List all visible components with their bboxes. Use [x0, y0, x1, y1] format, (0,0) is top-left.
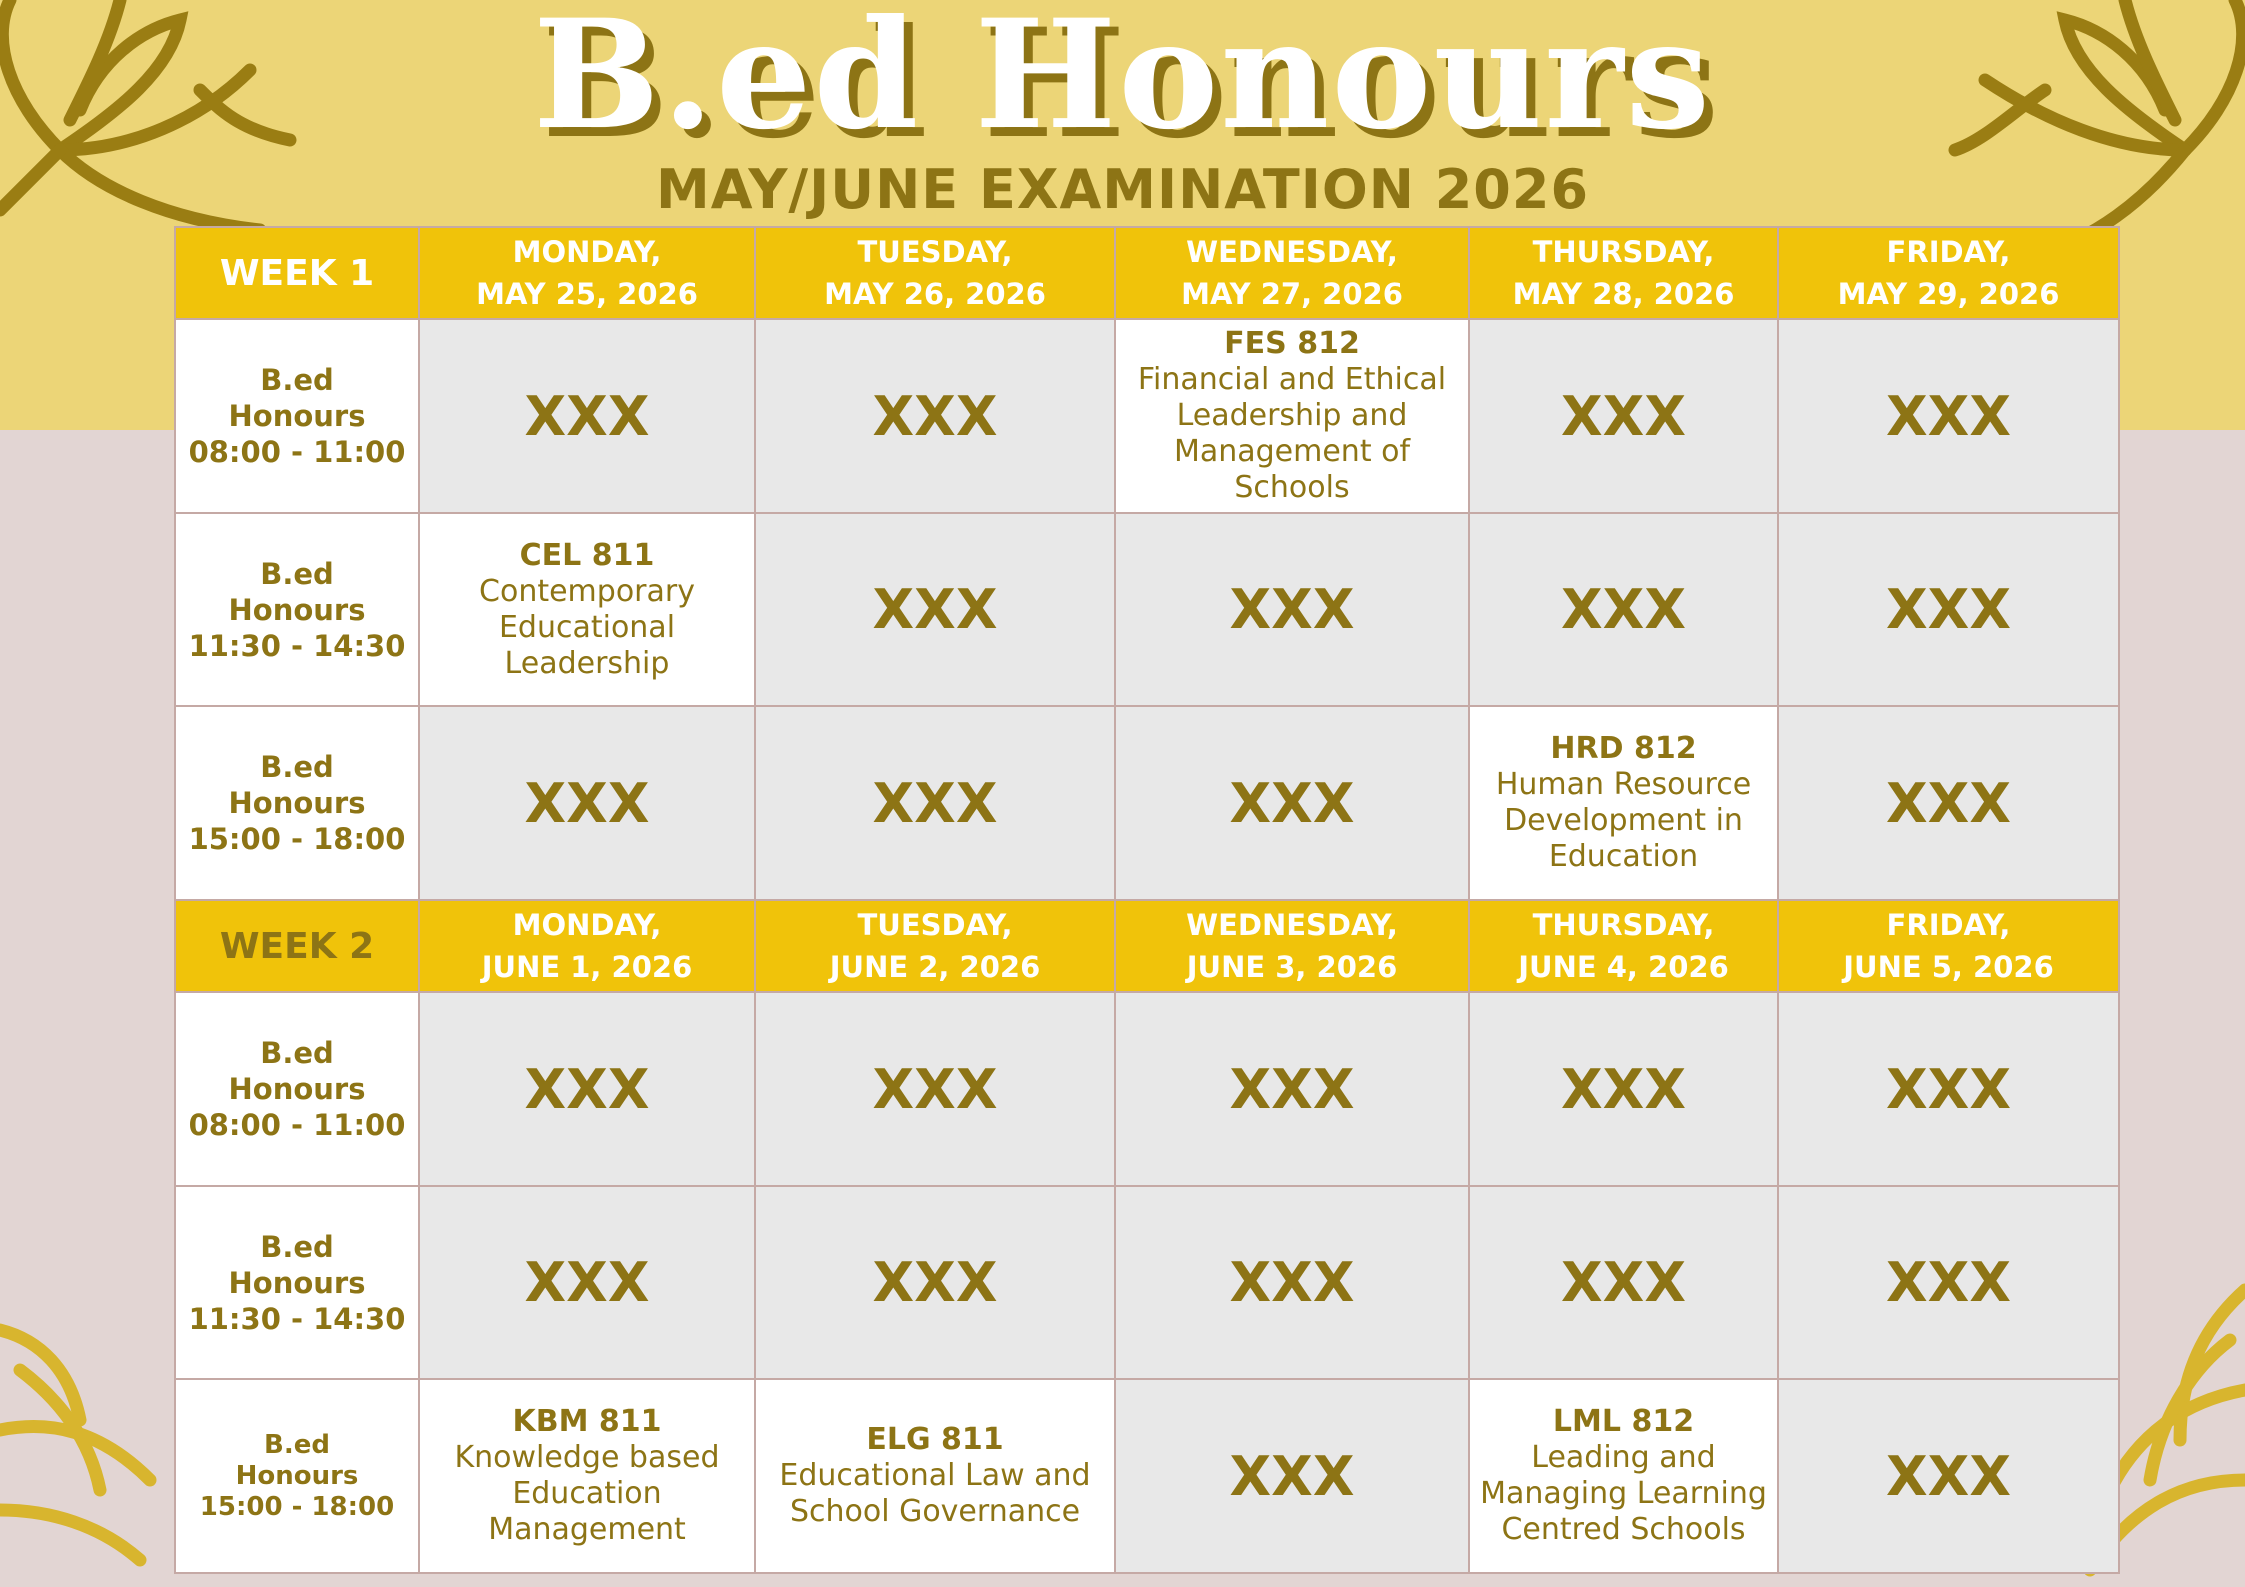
empty-slot-cell: XXX: [1469, 513, 1778, 707]
empty-slot-cell: XXX: [755, 1186, 1115, 1380]
time-slot-label-line: B.ed: [260, 363, 334, 398]
time-slot-label-line: Honours: [228, 399, 366, 434]
time-slot-row: [175, 992, 2119, 1186]
day-date: JUNE 1, 2026: [481, 950, 693, 985]
time-slot-label-line: 15:00 - 18:00: [188, 822, 406, 857]
empty-slot-cell: XXX: [1778, 992, 2119, 1186]
exam-code: CEL 811: [519, 537, 655, 573]
exam-title-line: Leadership: [504, 645, 670, 681]
empty-slot-cell: XXX: [419, 706, 755, 900]
exam-cell: [419, 513, 755, 707]
empty-slot-cell: XXX: [1115, 992, 1469, 1186]
exam-title-line: Financial and Ethical: [1137, 362, 1447, 398]
day-header: [419, 227, 755, 319]
exam-title-line: Managing Learning: [1480, 1476, 1767, 1512]
day-date: MAY 28, 2026: [1512, 277, 1735, 312]
empty-slot-cell: XXX: [1778, 513, 2119, 707]
day-header: [419, 900, 755, 992]
day-date: MAY 25, 2026: [476, 277, 698, 312]
time-slot-label-line: B.ed: [260, 1229, 334, 1264]
exam-title-line: Leading and: [1531, 1440, 1716, 1476]
empty-slot-cell: XXX: [1469, 992, 1778, 1186]
exam-code: ELG 811: [866, 1422, 1004, 1458]
week-header-row: [175, 900, 2119, 992]
exam-title-line: Human Resource: [1495, 767, 1752, 803]
time-slot-label-line: Honours: [228, 592, 366, 627]
empty-slot-cell: XXX: [1469, 319, 1778, 513]
empty-slot-cell: XXX: [1778, 1186, 2119, 1380]
time-slot-label: [175, 1186, 419, 1380]
day-name: FRIDAY,: [1886, 235, 2011, 270]
time-slot-label: [175, 513, 419, 707]
time-slot-label-line: B.ed: [260, 750, 334, 785]
day-date: JUNE 4, 2026: [1518, 950, 1729, 985]
exam-title-line: Management of: [1173, 434, 1411, 470]
empty-slot-cell: XXX: [1115, 1186, 1469, 1380]
time-slot-label-line: Honours: [228, 786, 366, 821]
empty-slot-cell: XXX: [1778, 319, 2119, 513]
day-name: WEDNESDAY,: [1186, 235, 1398, 270]
empty-slot-cell: XXX: [1469, 1186, 1778, 1380]
week-header-row: [175, 227, 2119, 319]
empty-slot-cell: XXX: [755, 992, 1115, 1186]
page-subtitle: MAY/JUNE EXAMINATION 2026: [655, 158, 1590, 221]
day-header: [755, 227, 1115, 319]
exam-code: KBM 811: [512, 1404, 662, 1440]
day-name: MONDAY,: [512, 908, 662, 943]
exam-code: LML 812: [1552, 1404, 1695, 1440]
time-slot-row: [175, 706, 2119, 900]
empty-slot-cell: XXX: [419, 1186, 755, 1380]
time-slot-label-line: Honours: [228, 1265, 366, 1300]
exam-timetable: [174, 226, 2120, 1574]
page-title: B.ed Honours: [533, 0, 1712, 163]
exam-title-line: Educational Law and: [779, 1458, 1091, 1494]
day-header: [1778, 900, 2119, 992]
day-name: MONDAY,: [512, 235, 662, 270]
day-header: [1469, 900, 1778, 992]
empty-slot-cell: XXX: [1115, 513, 1469, 707]
time-slot-label-line: B.ed: [264, 1429, 330, 1460]
time-slot-label-line: B.ed: [260, 556, 334, 591]
exam-code: HRD 812: [1550, 731, 1697, 767]
week-label: WEEK 2: [175, 900, 419, 992]
time-slot-label: [175, 992, 419, 1186]
time-slot-label: [175, 1379, 419, 1573]
day-header: [1778, 227, 2119, 319]
exam-title-line: Schools: [1234, 470, 1350, 506]
empty-slot-cell: XXX: [419, 992, 755, 1186]
day-name: WEDNESDAY,: [1186, 908, 1398, 943]
time-slot-label-line: Honours: [235, 1460, 359, 1491]
time-slot-row: [175, 319, 2119, 513]
day-header: [1115, 900, 1469, 992]
exam-cell: [1469, 706, 1778, 900]
day-date: MAY 26, 2026: [824, 277, 1046, 312]
day-date: JUNE 3, 2026: [1186, 950, 1398, 985]
exam-cell: [1115, 319, 1469, 513]
time-slot-row: [175, 1186, 2119, 1380]
exam-title-line: Management: [488, 1512, 686, 1548]
exam-title-line: Leadership and: [1176, 398, 1408, 434]
time-slot-label-line: 11:30 - 14:30: [188, 1301, 406, 1336]
exam-title-line: Knowledge based: [454, 1440, 720, 1476]
day-name: THURSDAY,: [1532, 235, 1715, 270]
day-date: JUNE 2, 2026: [829, 950, 1041, 985]
exam-title-line: Education: [1548, 839, 1699, 875]
time-slot-label: [175, 706, 419, 900]
time-slot-label-line: 08:00 - 11:00: [188, 1108, 406, 1142]
day-date: MAY 27, 2026: [1181, 277, 1403, 312]
time-slot-label-line: B.ed: [260, 1036, 334, 1070]
exam-title-line: Centred Schools: [1501, 1512, 1746, 1548]
day-header: [755, 900, 1115, 992]
week-label: WEEK 1: [175, 227, 419, 319]
empty-slot-cell: XXX: [1778, 1379, 2119, 1573]
exam-title-line: Educational: [498, 609, 676, 645]
time-slot-row: [175, 513, 2119, 707]
time-slot-label-line: Honours: [228, 1072, 366, 1106]
exam-cell: [1469, 1379, 1778, 1573]
empty-slot-cell: XXX: [755, 513, 1115, 707]
exam-title-line: Development in: [1504, 803, 1743, 839]
day-name: TUESDAY,: [857, 908, 1013, 943]
exam-title-line: Contemporary: [479, 573, 695, 609]
empty-slot-cell: XXX: [755, 706, 1115, 900]
time-slot-label-line: 15:00 - 18:00: [199, 1491, 395, 1522]
time-slot-label: [175, 319, 419, 513]
empty-slot-cell: XXX: [1115, 706, 1469, 900]
day-name: FRIDAY,: [1886, 908, 2011, 943]
time-slot-label-line: 11:30 - 14:30: [188, 628, 406, 663]
empty-slot-cell: XXX: [1115, 1379, 1469, 1573]
day-name: THURSDAY,: [1532, 908, 1715, 943]
flower-decoration-icon: [0, 1310, 170, 1587]
day-name: TUESDAY,: [857, 235, 1013, 270]
empty-slot-cell: XXX: [419, 319, 755, 513]
day-header: [1115, 227, 1469, 319]
time-slot-row: [175, 1379, 2119, 1573]
exam-title-line: Education: [512, 1476, 662, 1512]
exam-title-line: School Governance: [789, 1494, 1081, 1530]
day-date: JUNE 5, 2026: [1843, 950, 2054, 985]
empty-slot-cell: XXX: [1778, 706, 2119, 900]
exam-cell: [755, 1379, 1115, 1573]
day-header: [1469, 227, 1778, 319]
empty-slot-cell: XXX: [755, 319, 1115, 513]
exam-cell: [419, 1379, 755, 1573]
day-date: MAY 29, 2026: [1837, 277, 2060, 312]
time-slot-label-line: 08:00 - 11:00: [188, 435, 406, 470]
exam-code: FES 812: [1224, 326, 1360, 362]
